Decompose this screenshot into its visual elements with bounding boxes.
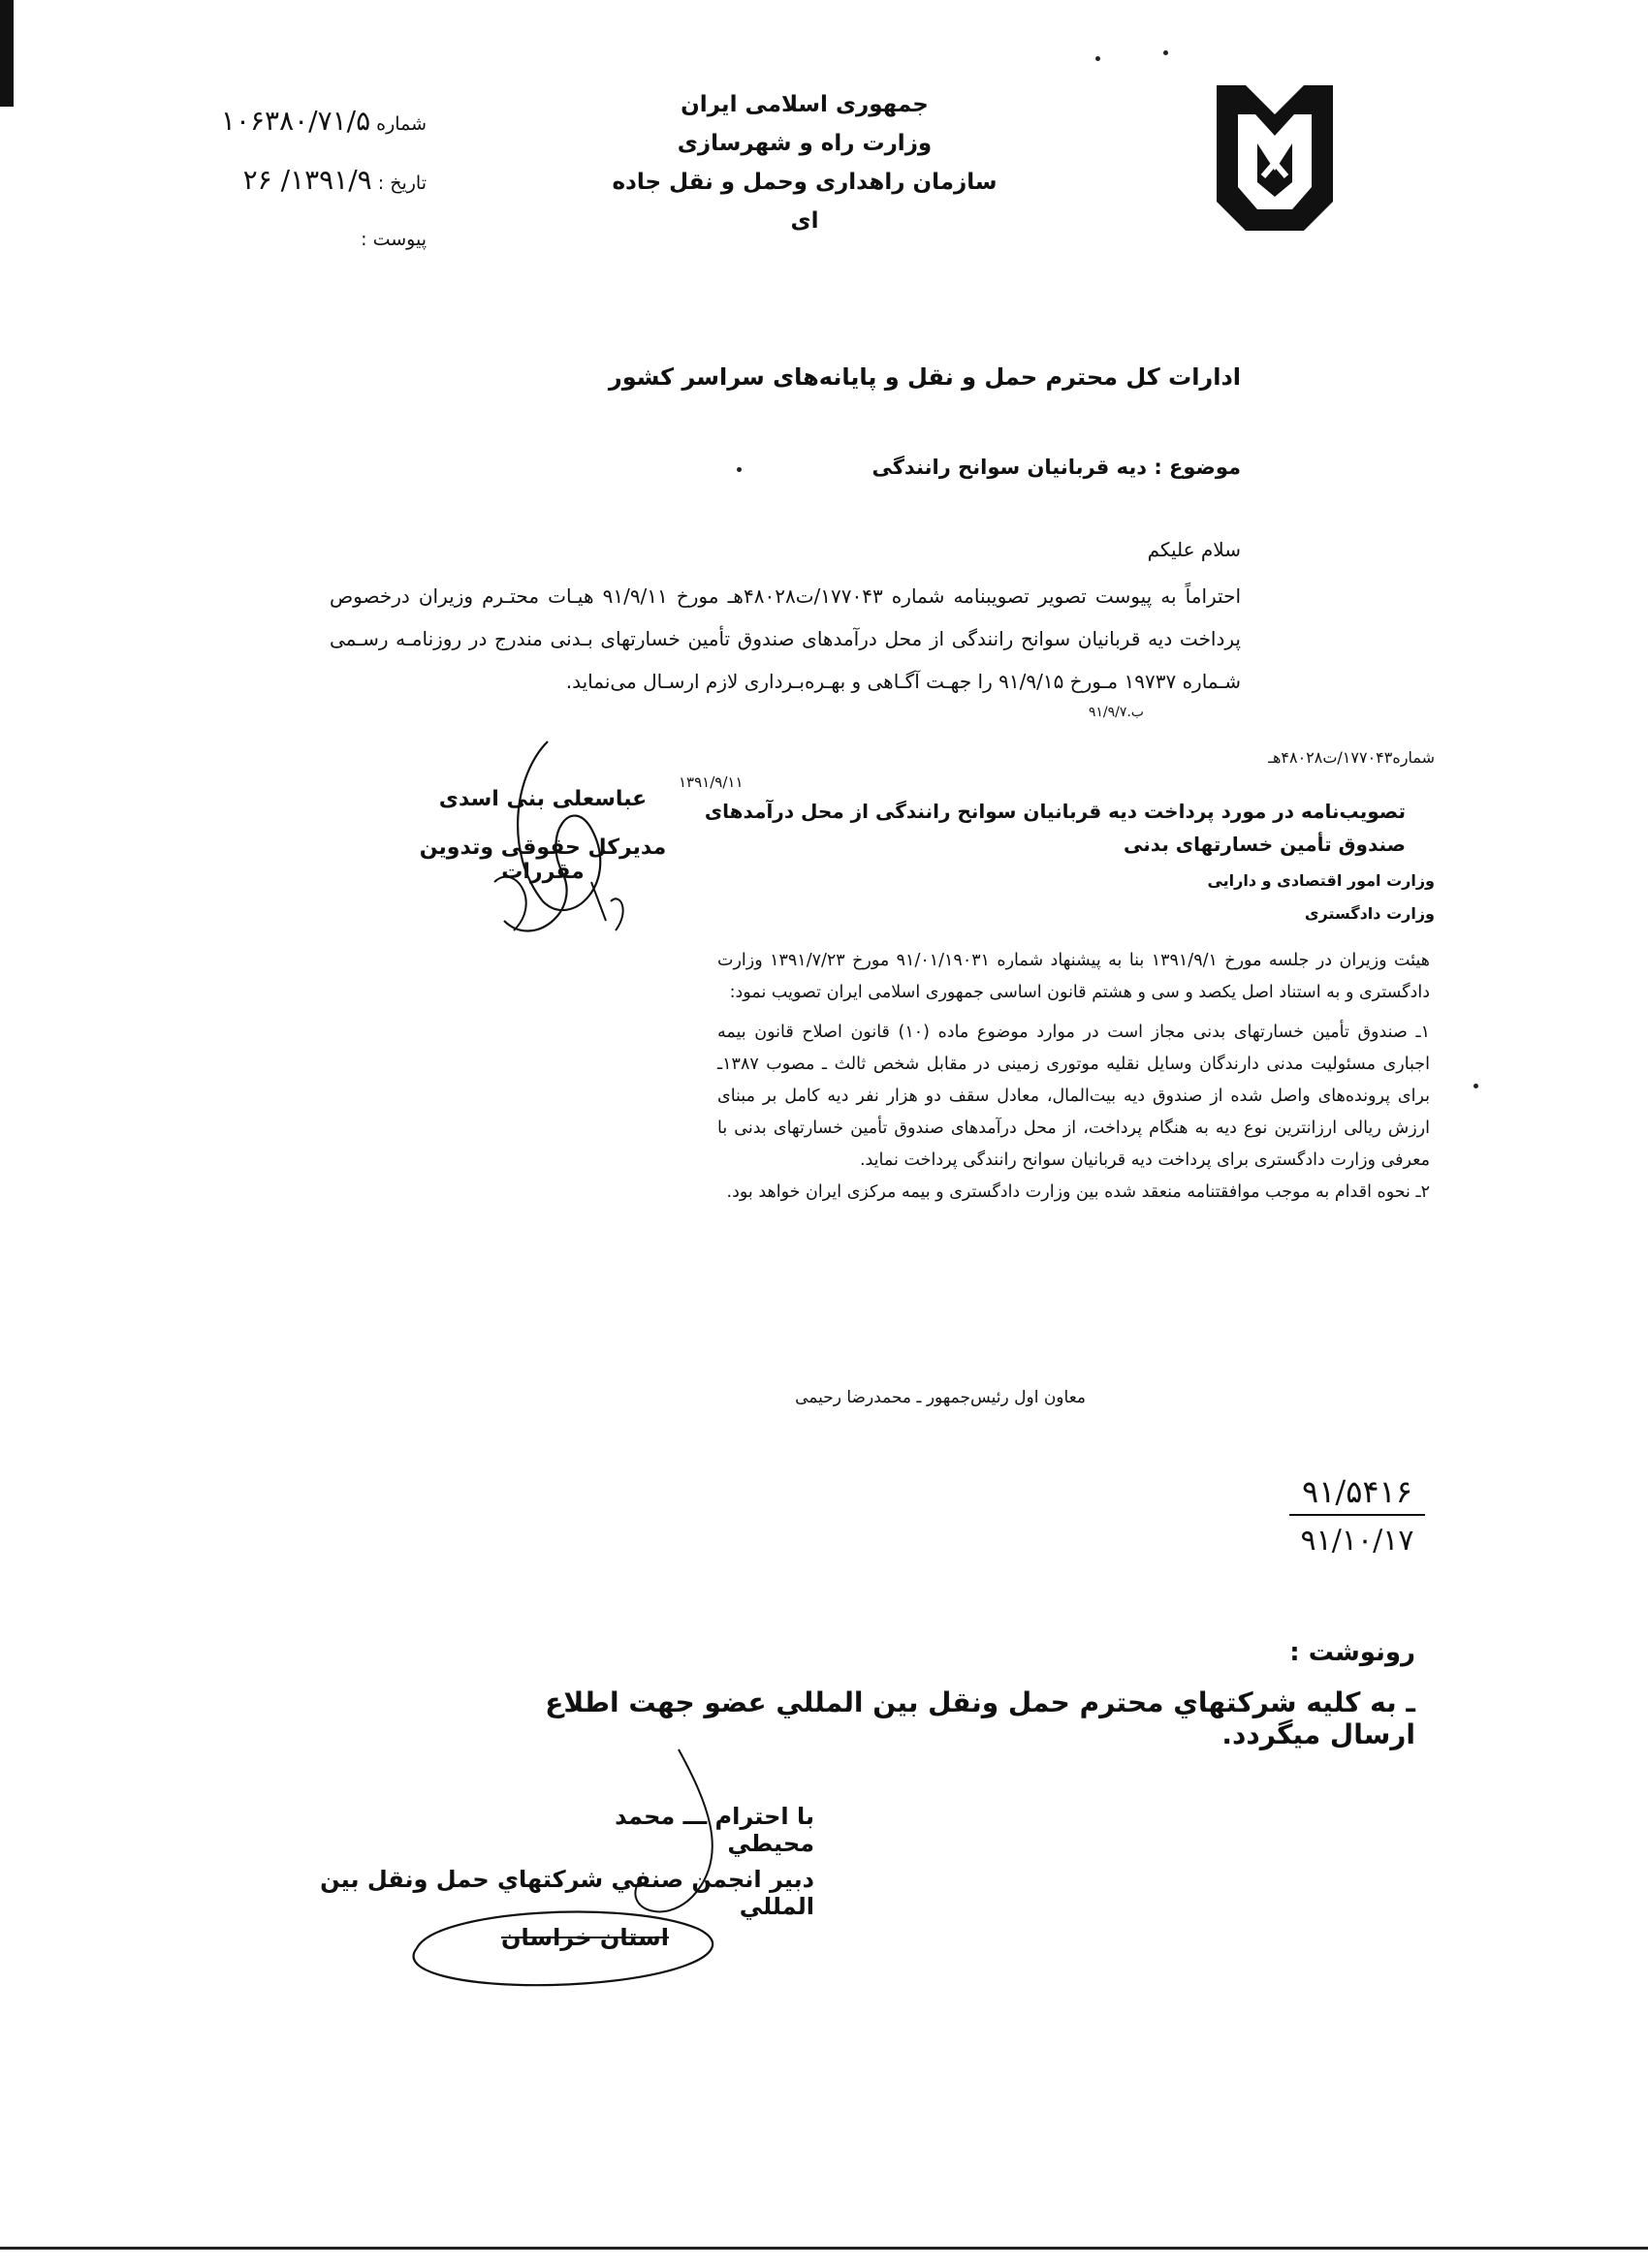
letterhead — [601, 85, 1008, 240]
handwritten-reference — [1289, 1473, 1425, 1590]
ministry-logo-icon — [1207, 76, 1343, 240]
scan-edge-left — [0, 0, 14, 107]
decree-paragraph-2: ۱ـ صندوق تأمین خسارتهای بدنی مجاز است در موارد موضوع ماده (۱۰) قانون اصلاح قانون بیمه اجباری مسئولیت مدنی دارندگان وسایل نقلیه موتوری زمینی در مقابل شخص ثالث ـ مصوب ۱۳۸۷ـ برای پرونده‌های واصل شده از صندوق دیه بیت‌المال، معادل سقف دو هزار نفر دیه کامل بر مبنای ارزش ریالی ارزانترین نوع دیه به هنگام پرداخت، از محل درآمدهای صندوق تأمین خسارتهای بدنی با معرفی وزارت دادگستری برای پرداخت دیه قربانیان سوانح رانندگی پرداخت نماید. — [717, 1023, 1430, 1170]
scan-edge-bottom — [0, 2247, 1648, 2250]
copy-title: رونوشت : — [1289, 1638, 1415, 1667]
letter-meta — [174, 93, 427, 268]
scan-speck — [1095, 56, 1100, 61]
intro-paragraph: احتراماً به پیوست تصویر تصویبنامه شماره ۱۷۷۰۴۳/ت۴۸۰۲۸هـ مورخ ۹۱/۹/۱۱ هیـات محتـرم وزیران درخصوص پرداخت دیه قربانیان سوانح رانندگی از محل درآمدهای صندوق تأمین خسارتهای بـدنی مندرج در روزنامـه رسـمی شـماره ۱۹۷۳۷ مـورخ ۹۱/۹/۱۵ را جهـت آگـاهی و بهـره‌بـرداری لازم ارسـال می‌نماید. — [330, 584, 1241, 693]
decree-paragraph-1: هیئت وزیران در جلسه مورخ ۱۳۹۱/۹/۱ بنا به پیشنهاد شماره ۹۱/۰۱/۱۹۰۳۱ مورخ ۱۳۹۱/۷/۲۳ وزارت دادگستری و به استناد اصل یکصد و سی و هشتم قانون اساسی جمهوری اسلامی ایران تصویب نمود: — [717, 951, 1430, 1002]
attachment-label: پیوست : — [361, 229, 427, 250]
decree-date: ۱۳۹۱/۹/۱۱ — [679, 773, 744, 791]
scan-speck — [1163, 50, 1168, 55]
decree-recipients — [679, 865, 1435, 930]
number-label: شماره — [376, 113, 427, 135]
attachment-row — [174, 211, 427, 268]
date-value: ۱۳۹۱/۹/ ۲۶ — [242, 164, 372, 196]
copy-line: ـ به كليه شركتهاي محترم حمل ونقل بين المللي عضو جهت اطلاع ارسال ميگردد. — [545, 1686, 1415, 1750]
decree-paragraph-3: ۲ـ نحوه اقدام به موجب موافقتنامه منعقد شده بین وزارت دادگستری و بیمه مرکزی ایران خواهد بود. — [726, 1182, 1430, 1202]
decree-title: تصویب‌نامه در مورد پرداخت دیه قربانیان سوانح رانندگی از محل درآمدهای صندوق تأمین خسارتهای بدنی — [704, 800, 1406, 856]
greeting: سلام علیکم — [1147, 538, 1241, 561]
letterhead-organization: سازمان راهداری وحمل و نقل جاده ای — [612, 170, 998, 234]
signatory2-title: دبير انجمن صنفي شركتهاي حمل ونقل بين المللي — [320, 1866, 814, 1920]
decree-body — [717, 945, 1430, 1209]
decree-signer: معاون اول رئیس‌جمهور ـ محمدرضا رحیمی — [795, 1388, 1086, 1407]
signatory2-closing: با احترام ـــ محمد محيطي — [615, 1803, 814, 1857]
signatory1-title: مدیرکل حقوقی وتدوین مقررات — [419, 835, 667, 884]
scan-speck — [737, 467, 742, 472]
signatory1-name: عباسعلی بنی اسدی — [438, 787, 648, 811]
handwritten-ref-date: ۹۱/۱۰/۱۷ — [1300, 1524, 1414, 1558]
date-label: تاریخ : — [377, 173, 427, 194]
ministry-justice: وزارت دادگستری — [1304, 904, 1435, 923]
recipient: ادارات کل محترم حمل و نقل و پایانه‌های سراسر کشور — [608, 363, 1241, 391]
decree-number: شماره۱۷۷۰۴۳/ت۴۸۰۲۸هـ — [1268, 748, 1435, 767]
scan-speck — [1474, 1084, 1478, 1088]
signatory2-province: استان خراسان — [500, 1924, 669, 1951]
handwritten-ref-number: ۹۱/۵۴۱۶ — [1289, 1473, 1425, 1516]
date-row — [174, 152, 427, 211]
subject: موضوع : دیه قربانیان سوانح رانندگی — [872, 456, 1241, 479]
letterhead-country: جمهوری اسلامی ایران — [681, 92, 929, 117]
intro-reference: ب.۹۱/۹/۷ — [1088, 705, 1144, 720]
number-value: ۱۰۶۳۸۰/۷۱/۵ — [220, 105, 371, 137]
letterhead-ministry: وزارت راه و شهرسازی — [677, 131, 933, 156]
ministry-economy: وزارت امور اقتصادی و دارایی — [1207, 871, 1435, 890]
number-row — [174, 93, 427, 152]
